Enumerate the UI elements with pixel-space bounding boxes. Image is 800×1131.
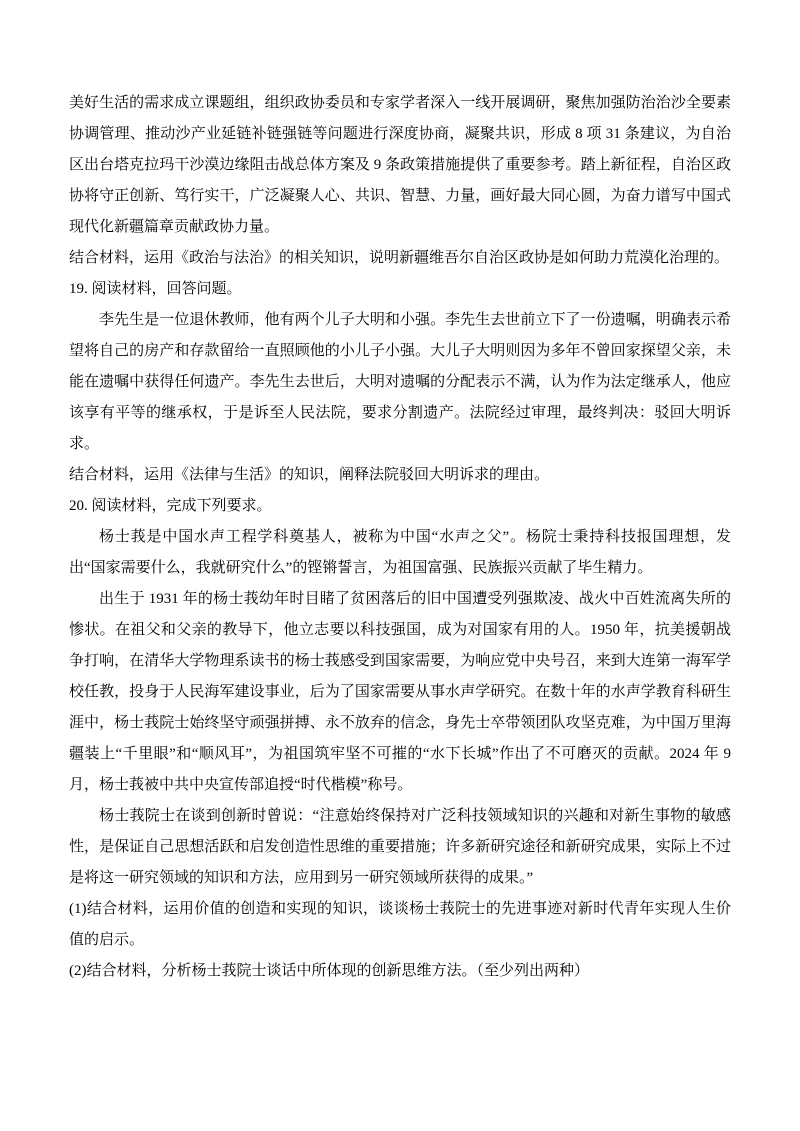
question-20-material-2: 出生于 1931 年的杨士莪幼年时目睹了贫困落后的旧中国遭受列强欺凌、战火中百姓流离失所的惨状。在祖父和父亲的教导下，他立志要以科技强国，成为对国家有用的人。1950 年，抗美援朝战争打响，在清华大学物理系读书的杨士莪感受到国家需要，为响应党中央号召，来到大连第一海军学校任教，投身于人民海军建设事业，后为了国家需要从事水声学研究。在数十年的水声学教育科研生涯中，杨士莪院士始终坚守顽强拼搏、永不放弃的信念，身先士卒带领团队攻坚克难，为中国万里海疆装上“千里眼”和“顺风耳”，为祖国筑牢坚不可摧的“水下长城”作出了不可磨灭的贡献。2024 年 9 月，杨士莪被中共中央宣传部追授“时代楷模”称号。: [69, 591, 731, 793]
question-20-subquestion-1: (1)结合材料，运用价值的创造和实现的知识，谈谈杨士莪院士的先进事迹对新时代青年实现人生价值的启示。: [69, 901, 731, 948]
question-18-requirement: 结合材料，运用《政治与法治》的相关知识，说明新疆维吾尔自治区政协是如何助力荒漠化治理的。: [69, 250, 730, 266]
page-content: [69, 88, 731, 987]
question-20-material-3: 杨士莪院士在谈到创新时曾说：“注意始终保持对广泛科技领域知识的兴趣和对新生事物的敏感性，是保证自己思想活跃和启发创造性思维的重要措施；许多新研究途径和新研究成果，实际上不过是将这一研究领域的知识和方法，应用到另一研究领域所获得的成果。”: [69, 808, 731, 886]
question-19-requirement: 结合材料，运用《法律与生活》的知识，阐释法院驳回大明诉求的理由。: [69, 467, 550, 483]
question-20-header: 20. 阅读材料，完成下列要求。: [69, 498, 272, 514]
question-19-material: 李先生是一位退休教师，他有两个儿子大明和小强。李先生去世前立下了一份遗嘱，明确表示希望将自己的房产和存款留给一直照顾他的小儿子小强。大儿子大明则因为多年不曾回家探望父亲，未能在遗嘱中获得任何遗产。李先生去世后，大明对遗嘱的分配表示不满，认为作为法定继承人，他应该享有平等的继承权，于是诉至人民法院，要求分割遗产。法院经过审理，最终判决：驳回大明诉求。: [69, 312, 731, 452]
question-20-subquestion-2: (2)结合材料，分析杨士莪院士谈话中所体现的创新思维方法。（至少列出两种）: [69, 963, 589, 979]
question-20-material-1: 杨士莪是中国水声工程学科奠基人，被称为中国“水声之父”。杨院士秉持科技报国理想，发出“国家需要什么，我就研究什么”的铿锵誓言，为祖国富强、民族振兴贡献了毕生精力。: [69, 529, 731, 576]
question-19-header: 19. 阅读材料，回答问题。: [69, 281, 242, 297]
materials-continuation-paragraph: 美好生活的需求成立课题组，组织政协委员和专家学者深入一线开展调研，聚焦加强防治治沙全要素协调管理、推动沙产业延链补链强链等问题进行深度协商，凝聚共识，形成 8 项 31 条建议，为自治区出台塔克拉玛干沙漠边缘阻击战总体方案及 9 条政策措施提供了重要参考。踏上新征程，自治区政协将守正创新、笃行实干，广泛凝聚人心、共识、智慧、力量，画好最大同心圆，为奋力谱写中国式现代化新疆篇章贡献政协力量。: [69, 95, 731, 235]
